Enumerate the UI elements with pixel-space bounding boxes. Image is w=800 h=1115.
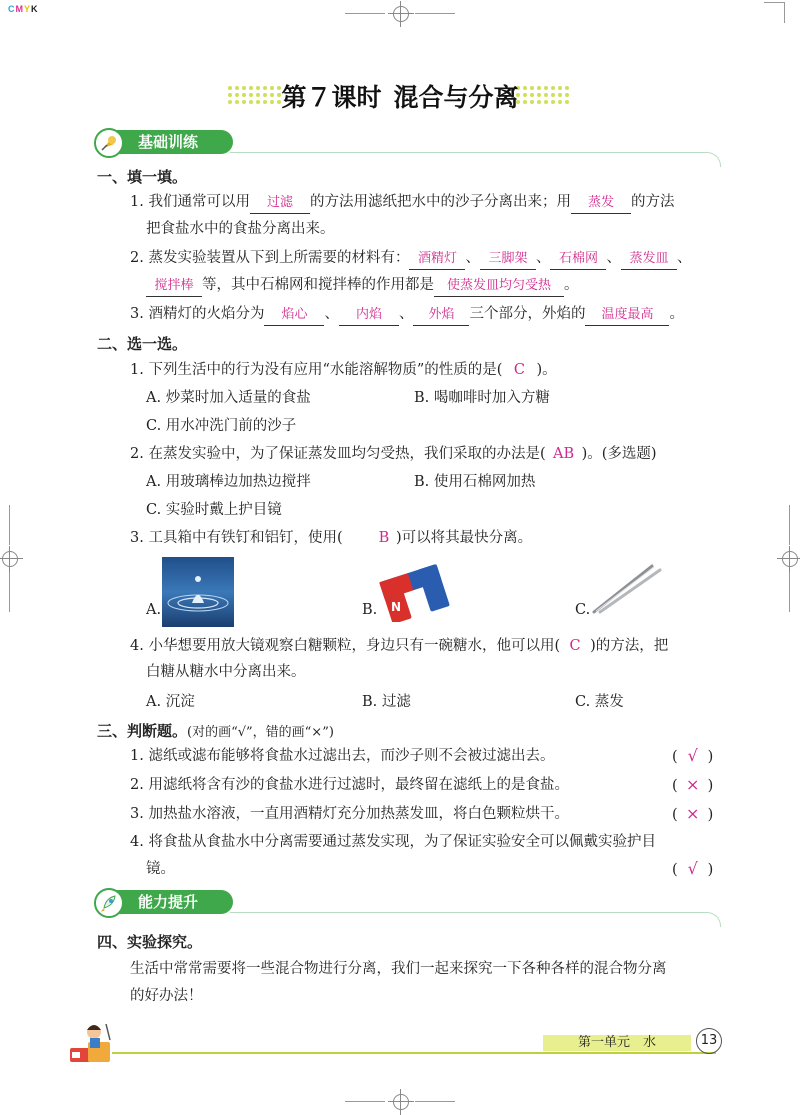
answer-text: 蒸发 [587,195,614,210]
q-text: 3. 工具箱中有铁钉和铝钉，使用( [130,530,343,546]
pushpin-icon [94,128,124,158]
answer-text: 使蒸发皿均匀受热 [446,278,551,293]
fill-q2-line1 [130,248,691,270]
answer-text: C [569,638,581,654]
cmyk-y: Y [24,4,32,14]
paren: ) [707,778,714,794]
lesson-number: 第７课时 [281,83,382,112]
choice-q1-option-c: C. 用水冲洗门前的沙子 [146,418,297,434]
part4-paragraph-line1: 生活中常常需要将一些混合物进行分离，我们一起来探究一下各种各样的混合物分离 [130,961,667,977]
fill-q1-line1 [130,192,674,214]
q-text: 等，其中石棉网和搅拌棒的作用都是 [202,277,434,293]
choice-q3-option-c-label: C. [575,602,591,618]
registration-mark-top [393,6,409,22]
section-label: 能力提升 [138,893,199,911]
section-header-basic [112,130,233,154]
q-text: 3. 酒精灯的火焰分为 [130,306,265,322]
answer-text: 外焰 [428,307,455,322]
q-text: 、 [535,250,551,266]
part4-heading: 四、实验探究。 [97,933,203,951]
part2-heading: 二、选一选。 [97,335,188,353]
rocket-icon [94,888,124,918]
answer-text: C [513,362,525,378]
answer-text: 内焰 [355,307,382,322]
paren: ) [707,749,714,765]
choice-q1-option-a: A. 炒菜时加入适量的食盐 [146,390,311,406]
choice-q1-option-b: B. 喝咖啡时加入方糖 [414,390,550,406]
choice-q3-option-a-label: A. [146,602,162,618]
answer-text: AB [553,446,575,462]
q-text: 2. 在蒸发实验中，为了保证蒸发皿均匀受热，我们采取的办法是( [130,446,546,462]
part4-paragraph-line2: 的好办法！ [130,988,203,1004]
crop-line [415,1101,455,1102]
crop-line [345,13,385,14]
choice-q2-option-a: A. 用玻璃棒边加热边搅拌 [146,474,311,490]
q-text: 的方法用滤纸把水中的沙子分离出来；用 [309,194,571,210]
judge-q4: 4. 将食盐从食盐水中分离需要通过蒸发实现，为了保证实验安全可以佩戴实验护目 [130,834,656,850]
page-number: 13 [696,1028,722,1054]
judge-q3-answer [672,804,713,825]
q-text: 、 [324,306,339,322]
crop-line [345,1101,385,1102]
part3-note: (对的画“√”，错的画“×”) [187,725,334,740]
mascot-illustration [66,1018,122,1066]
section-label: 基础训练 [138,133,199,151]
paren: ( [672,807,678,823]
cmyk-c: C [8,4,16,14]
judge-q1-answer [672,746,713,767]
q-text: 、 [676,250,692,266]
choice-q4-option-c: C. 蒸发 [575,694,624,710]
judge-q3: 3. 加热盐水溶液，一直用酒精灯充分加热蒸发皿，将白色颗粒烘干。 [130,806,569,822]
footer-unit-label: 第一单元 水 [543,1035,691,1051]
answer-text: B [378,530,390,546]
q-text: 2. 蒸发实验装置从下到上所需要的材料有： [130,250,410,266]
paren: ( [672,778,678,794]
choice-q3-stem-end: )可以将其最快分离。 [396,530,533,546]
section-divider-hook [698,152,721,167]
choice-q4-option-a: A. 沉淀 [146,694,195,710]
section-divider [230,152,700,153]
crop-line [9,572,10,612]
q-text: )。 [536,362,557,378]
part1-heading: 一、填一填。 [97,168,188,186]
q-text: 1. 下列生活中的行为没有应用“水能溶解物质”的性质的是( [130,362,503,378]
q-text: 、 [465,250,480,266]
page-title [0,78,800,114]
crop-line [415,13,455,14]
q-text: 的方法 [630,194,675,210]
corner-crop-mark [764,2,785,23]
cmyk-k: K [31,4,39,14]
part3-heading-row [97,720,334,741]
q-text: 4. 小华想要用放大镜观察白糖颗粒，身边只有一碗糖水，他可以用( [130,638,561,654]
judge-q2-answer [672,775,713,796]
magnet-pole-s: S [387,558,395,571]
q-text: 。 [564,277,579,293]
answer-mark: × [685,804,700,823]
magnet-pole-n: N [391,600,402,614]
crop-line [789,505,790,545]
judge-q4-line2: 镜。 [146,861,175,877]
crop-line [789,572,790,612]
answer-text: 搅拌棒 [154,278,194,293]
cmyk-mark [8,4,39,14]
registration-mark-left [2,551,18,567]
choice-q1-stem [130,360,557,380]
fill-q2-line2 [146,275,579,297]
q-text: 1. 我们通常可以用 [130,194,250,210]
paren: ( [672,862,678,878]
paren: ) [707,807,714,823]
q-text: 三个部分，外焰的 [469,306,586,322]
magnet-image [377,556,451,622]
footer-line [112,1052,716,1054]
lesson-topic: 混合与分离 [393,83,519,112]
registration-mark-bottom [393,1094,409,1110]
fill-q1-line2: 把食盐水中的食盐分离出来。 [146,221,335,237]
choice-q2-option-b: B. 使用石棉网加热 [414,474,536,490]
cmyk-m: M [15,4,24,14]
choice-q4-stem-line2: 白糖从糖水中分离出来。 [146,664,306,680]
section-divider [230,912,700,913]
section-header-advanced [112,890,233,914]
choice-q3-option-b-label: B. [362,602,378,618]
judge-q2: 2. 用滤纸将含有沙的食盐水进行过滤时，最终留在滤纸上的是食盐。 [130,777,569,793]
answer-text: 温度最高 [601,307,654,322]
q-text: )。(多选题) [581,446,657,462]
q-text: 、 [398,306,414,322]
q-text: 、 [606,250,621,266]
answer-mark: √ [687,859,698,878]
crop-line [9,505,10,545]
judge-q1: 1. 滤纸或滤布能够将食盐水过滤出去，而沙子则不会被过滤出去。 [130,748,555,764]
water-drop-image [162,557,234,627]
fill-q3 [130,304,684,326]
part3-heading: 三、判断题。 [97,722,188,740]
choice-q2-stem [130,444,657,464]
choice-q3-stem [130,528,343,548]
answer-text: 焰心 [281,307,308,322]
q-text: 。 [669,306,684,322]
answer-text: 过滤 [266,195,293,210]
judge-q4-answer [672,859,713,880]
paren: ( [672,749,678,765]
answer-text: 酒精灯 [417,251,457,266]
answer-text: 三脚架 [488,251,528,266]
paren: ) [707,862,714,878]
tweezers-image [590,560,662,616]
choice-q3-answer [372,528,396,548]
choice-q2-option-c: C. 实验时戴上护目镜 [146,502,282,518]
choice-q4-stem [130,636,668,656]
q-text: )的方法，把 [590,638,669,654]
choice-q4-option-b: B. 过滤 [362,694,411,710]
section-divider-hook [698,912,721,927]
answer-text: 蒸发皿 [629,251,669,266]
answer-mark: √ [687,746,698,765]
registration-mark-right [782,551,798,567]
answer-text: 石棉网 [558,251,598,266]
answer-mark: × [685,775,700,794]
